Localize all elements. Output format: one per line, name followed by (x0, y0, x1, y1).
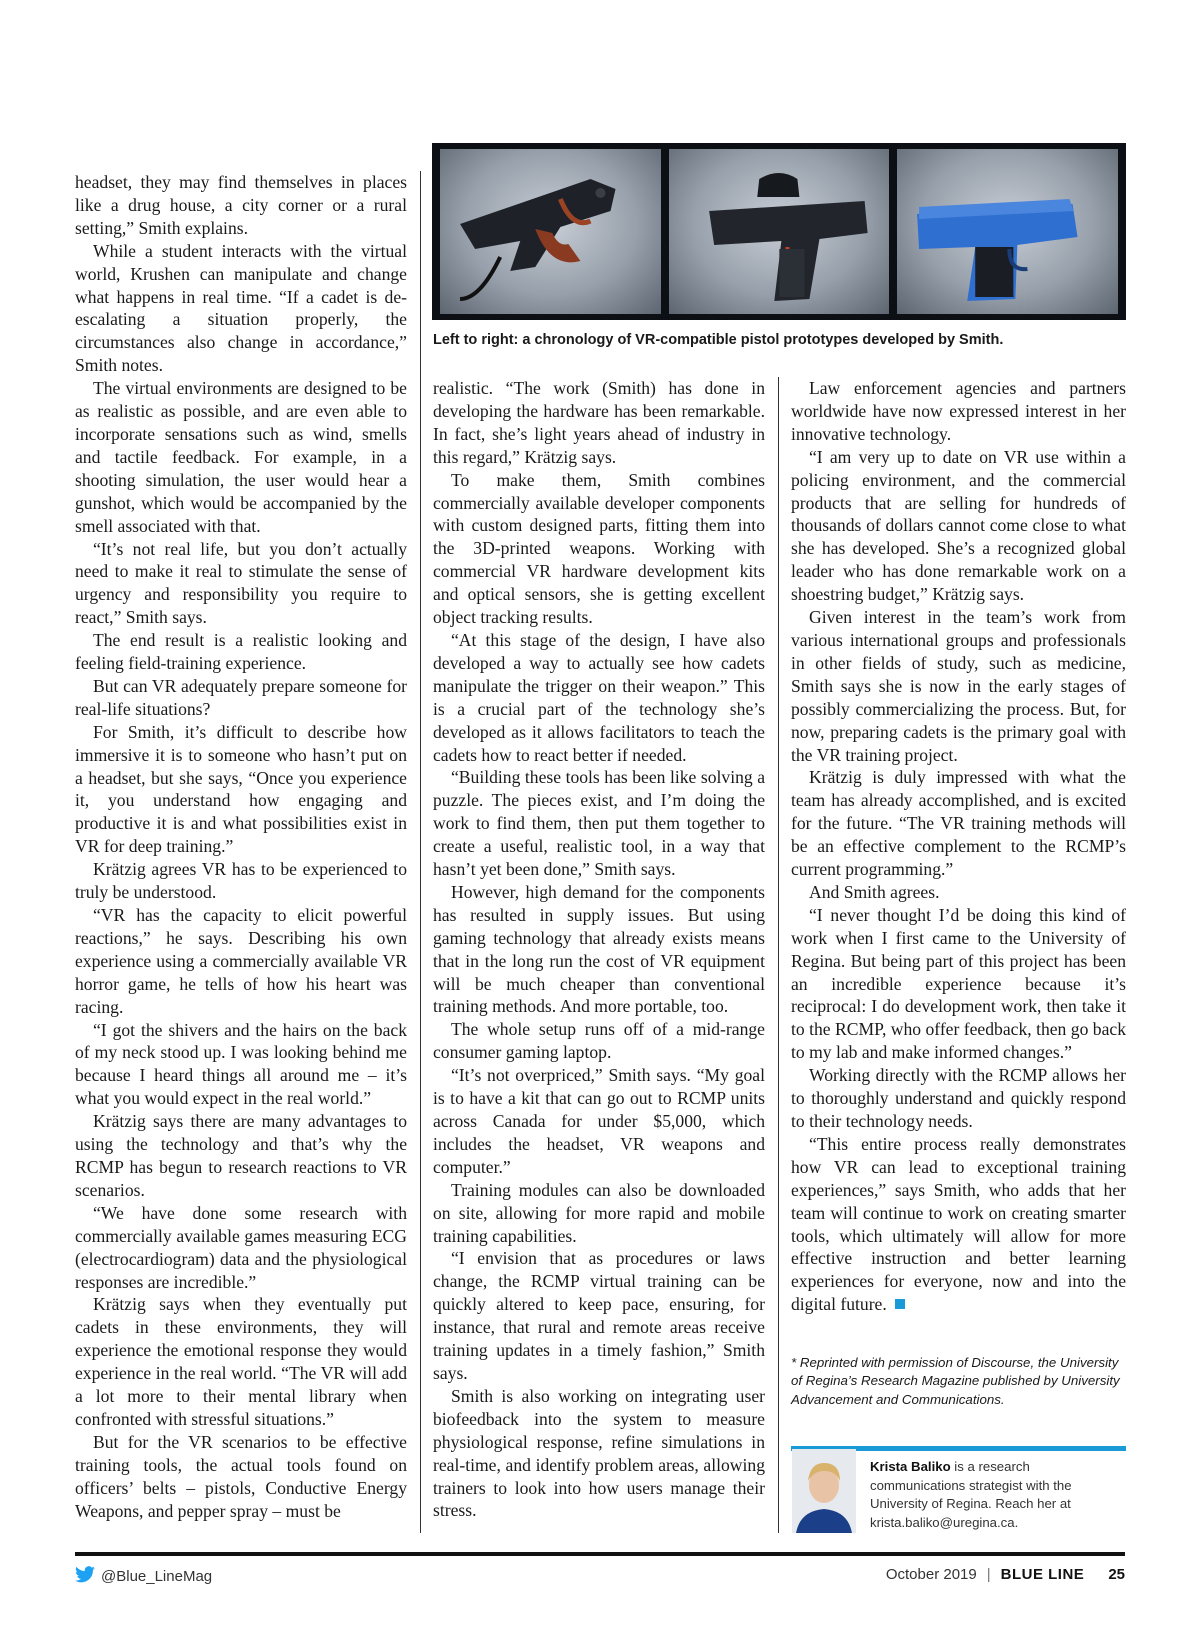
footer-rule (75, 1552, 1125, 1556)
paragraph: “We have done some research with commercially available games measuring ECG (electrocardiogram) data and the physiological responses are incredible.” (75, 1202, 407, 1292)
paragraph: Krätzig agrees VR has to be experienced to truly be understood. (75, 859, 407, 903)
paragraph: “I never thought I’d be doing this kind of work when I first came to the University of Regina. But being part of this project has been an incredible experience because it’s reciprocal: I do development work, then take it to the RCMP, who offer feedback, then go back to my lab and make informed changes.” (791, 904, 1126, 1063)
article-column-3 (791, 377, 1126, 1316)
paragraph: Given interest in the team’s work from various international groups and professionals in other fields of study, such as medicine, Smith says she is now in the early stages of possibly commercializing the process. But, for now, preparing cadets is the primary goal with the VR training project. (791, 607, 1126, 765)
photo-strip (432, 143, 1126, 320)
paragraph: “It’s not overpriced,” Smith says. “My goal is to have a kit that can go out to RCMP units across Canada for under $5,000, which includes the headset, VR weapons and computer.” (433, 1065, 765, 1177)
paragraph: Krätzig says there are many advantages to using the technology and that’s why the RCMP has begun to research reactions to VR scenarios. (75, 1111, 407, 1200)
author-name: Krista Baliko (870, 1459, 951, 1474)
photo-caption: Left to right: a chronology of VR-compatible pistol prototypes developed by Smith. (433, 332, 1004, 348)
footer-issue-info (886, 1566, 1125, 1583)
paragraph: Working directly with the RCMP allows her to thoroughly understand and quickly respond to their technology needs. (791, 1065, 1126, 1131)
paragraph: “At this stage of the design, I have also developed a way to actually see how cadets manipulate the trigger on their weapon.” This is a crucial part of the technology she’s developed as it allows facilitators to teach the cadets how to react better if needed. (433, 629, 765, 765)
issue-date: October 2019 (885, 1566, 977, 1583)
paragraph: The end result is a realistic looking and feeling field-training experience. (75, 630, 407, 674)
paragraph: Krätzig says when they eventually put cadets in these environments, they will experience the emotional response they would experience in the real world. “The VR will add a lot more to their mental library when confronted with stressful situations.” (75, 1294, 407, 1429)
paragraph: Training modules can also be downloaded on site, allowing for more rapid and mobile training capabilities. (433, 1179, 765, 1246)
footer-social (75, 1566, 212, 1587)
paragraph: While a student interacts with the virtual world, Krushen can manipulate and change what happens in real time. “If a cadet is de-escalating a situation properly, the circumstances also change in accordance,” Smith notes. (75, 240, 407, 376)
paragraph: The whole setup runs off of a mid-range consumer gaming laptop. (433, 1019, 765, 1063)
footer-separator: | (986, 1566, 991, 1583)
page-number: 25 (1108, 1566, 1125, 1583)
paragraph: realistic. “The work (Smith) has done in developing the hardware has been remarkable. In fact, she’s light years ahead of industry in this regard,” Krätzig says. (433, 378, 765, 467)
paragraph: Krätzig is duly impressed with what the team has already accomplished, and is excited for the future. “The VR training methods will be an effective complement to the RCMP’s current programming.” (791, 767, 1126, 880)
paragraph-text: “This entire process really demonstrates how VR can lead to exceptional training experiences,” says Smith, who adds that her team will continue to work on creating smarter tools, which ultimately will allow for more effective instruction and better learning experiences for everyone, now and into the digital future. (791, 1133, 1126, 1315)
paragraph: “VR has the capacity to elicit powerful reactions,” he says. Describing his own experience using a commercially available VR horror game, he tells of how his heart was racing. (75, 905, 407, 1017)
magazine-name: BLUE LINE (1000, 1566, 1085, 1583)
paragraph: However, high demand for the components has resulted in supply issues. But using gaming technology that already exists means that in the long run the cost of VR equipment will be much cheaper than conventional training methods. And more portable, too. (433, 881, 765, 1017)
paragraph: But for the VR scenarios to be effective training tools, the actual tools found on officers’ belts – pistols, Conductive Energy Weapons, and pepper spray – must be (75, 1431, 407, 1521)
paragraph: Smith is also working on integrating user biofeedback into the system to measure physiological response, refine simulations in real-time, and identify problem areas, allowing trainers to look into how users manage their stress. (433, 1385, 765, 1521)
paragraph-final (791, 1133, 1126, 1316)
article-column-1 (75, 171, 407, 1531)
paragraph: For Smith, it’s difficult to describe how immersive it is to someone who hasn’t put on a headset, but she says, “Once you experience it, you understand how engaging and productive it is and what possibilities exist in VR for deep training.” (75, 721, 407, 857)
column-divider (420, 171, 421, 1533)
twitter-bird-icon (75, 1566, 95, 1587)
paragraph: “It’s not real life, but you don’t actually need to make it real to stimulate the sense of urgency and responsibility you require to react,” Smith says. (75, 538, 407, 628)
end-of-article-mark (895, 1299, 905, 1309)
paragraph: headset, they may find themselves in places like a drug house, a city corner or a rural setting,” Smith explains. (75, 172, 407, 238)
article-column-2 (433, 377, 765, 1531)
column-divider (778, 377, 779, 1533)
author-photo (792, 1449, 856, 1533)
reprint-note: * Reprinted with permission of Discourse, the University of Regina’s Research Magazine published by University Advancement and Communications. (791, 1355, 1120, 1407)
author-bio (870, 1458, 1128, 1532)
paragraph: But can VR adequately prepare someone for real-life situations? (75, 675, 407, 719)
pistol-prototype-photo-3 (897, 149, 1118, 314)
paragraph: The virtual environments are designed to be as realistic as possible, and are even able to incorporate sensations such as wind, smells and tactile feedback. For example, in a shooting simulation, the user would hear a gunshot, which would be accompanied by the smell associated with that. (75, 378, 407, 536)
paragraph: “I envision that as procedures or laws change, the RCMP virtual training can be quickly altered to keep pace, ensuring, for instance, that rural and remote areas receive training updates in a timely fashion,” Smith says. (433, 1248, 765, 1383)
author-bio-text: is a research communications strategist with the University of Regina. Reach her at krista.baliko@uregina.ca. (870, 1459, 1072, 1530)
paragraph: “Building these tools has been like solving a puzzle. The pieces exist, and I’m doing the work to find them, then put them together to create a useful, realistic tool, in a way that hasn’t yet been done,” Smith says. (433, 767, 765, 880)
paragraph: “I am very up to date on VR use within a policing environment, and the commercial products that are selling for hundreds of thousands of dollars cannot come close to what she has developed. She’s a recognized global leader who has done remarkable work on a shoestring budget,” Krätzig says. (791, 446, 1126, 605)
pistol-prototype-photo-2 (669, 149, 890, 314)
pistol-prototype-photo-1 (440, 149, 661, 314)
paragraph: And Smith agrees. (809, 881, 940, 902)
twitter-handle[interactable]: @Blue_LineMag (101, 1568, 213, 1585)
paragraph: Law enforcement agencies and partners worldwide have now expressed interest in her innovative technology. (791, 378, 1126, 444)
paragraph: To make them, Smith combines commercially available developer components with custom designed parts, fitting them into the 3D-printed weapons. Working with commercial VR hardware development kits and optical sensors, she is getting excellent object tracking results. (433, 469, 765, 628)
paragraph: “I got the shivers and the hairs on the back of my neck stood up. I was looking behind me because I heard things all around me – it’s what you would expect in the real world.” (75, 1019, 407, 1109)
